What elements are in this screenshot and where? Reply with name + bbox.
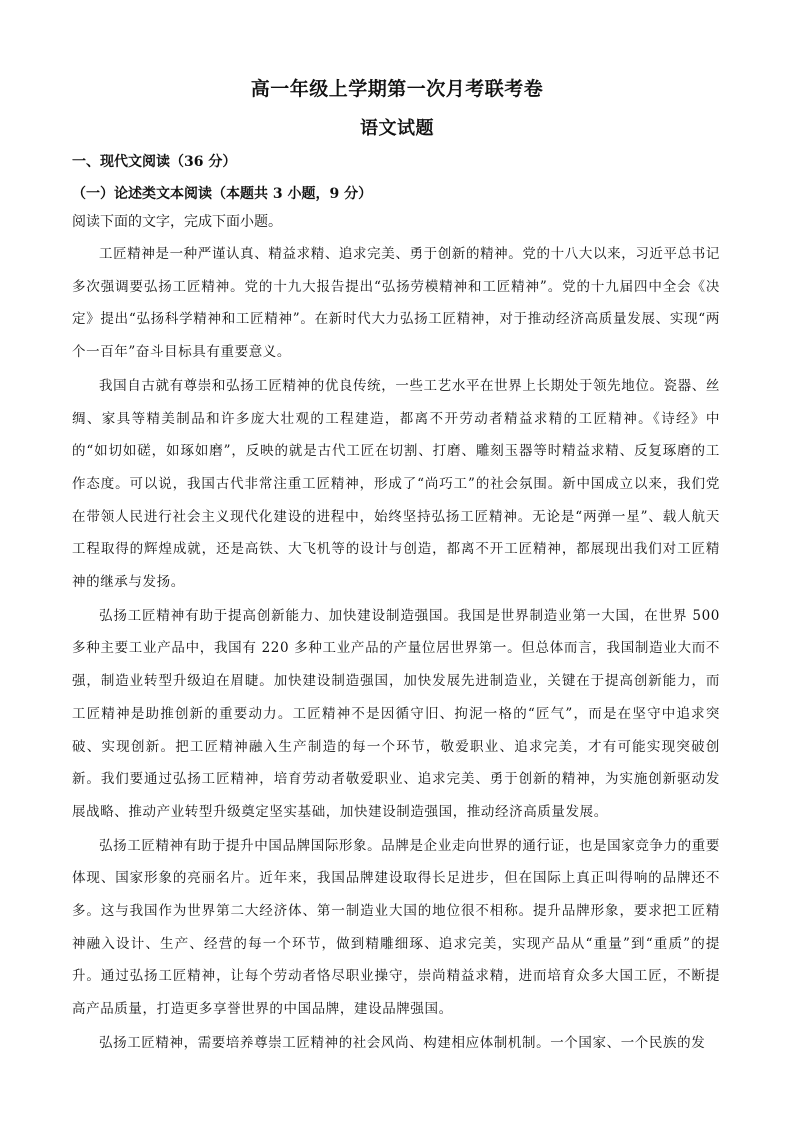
- reading-instruction: 阅读下面的文字，完成下面小题。: [72, 214, 282, 230]
- passage-body: [72, 238, 720, 1061]
- passage-paragraph-2: 我国自古就有尊崇和弘扬工匠精神的优良传统，一些工艺水平在世界上长期处于领先地位。瓷器、丝绸、家具等精美制品和许多庞大壮观的工程建造，都离不开劳动者精益求精的工匠精神。《诗经》中的“如切如磋，如琢如磨”，反映的就是古代工匠在切割、打磨、雕刻玉器等时精益求精、反复琢磨的工作态度。可以说，我国古代非常注重工匠精神，形成了“尚巧工”的社会氛围。新中国成立以来，我们党在带领人民进行社会主义现代化建设的进程中，始终坚持弘扬工匠精神。无论是“两弹一星”、载人航天工程取得的辉煌成就，还是高铁、大飞机等的设计与创造，都离不开工匠精神，都展现出我们对工匠精神的继承与发扬。: [72, 377, 720, 591]
- section-heading-2: （一）论述类文本阅读（本题共 3 小题，9 分）: [72, 186, 373, 202]
- passage-paragraph-1: 工匠精神是一种严谨认真、精益求精、追求完美、勇于创新的精神。党的十八大以来，习近平总书记多次强调要弘扬工匠精神。党的十九大报告提出“弘扬劳模精神和工匠精神”。党的十九届四中全会《决定》提出“弘扬科学精神和工匠精神”。在新时代大力弘扬工匠精神，对于推动经济高质量发展、实现“两个一百年”奋斗目标具有重要意义。: [72, 246, 720, 361]
- passage-paragraph-3: 弘扬工匠精神有助于提高创新能力、加快建设制造强国。我国是世界制造业第一大国，在世界 500 多种主要工业产品中，我国有 220 多种工业产品的产量位居世界第一。但总体而言，我国制造业大而不强，制造业转型升级迫在眉睫。加快建设制造强国，加快发展先进制造业，关键在于提高创新能力，而工匠精神是助推创新的重要动力。工匠精神不是因循守旧、拘泥一格的“匠气”，而是在坚守中追求突破、实现创新。把工匠精神融入生产制造的每一个环节，敬爱职业、追求完美，才有可能实现突破创新。我们要通过弘扬工匠精神，培育劳动者敬爱职业、追求完美、勇于创新的精神，为实施创新驱动发展战略、推动产业转型升级奠定坚实基础，加快建设制造强国，推动经济高质量发展。: [72, 607, 720, 820]
- passage-paragraph-5: 弘扬工匠精神，需要培养尊崇工匠精神的社会风尚、构建相应体制机制。一个国家、一个民族的发: [99, 1034, 706, 1051]
- exam-subtitle: 语文试题: [360, 118, 434, 139]
- section-heading-1: 一、现代文阅读（36 分）: [72, 154, 237, 170]
- passage-paragraph-4: 弘扬工匠精神有助于提升中国品牌国际形象。品牌是企业走向世界的通行证，也是国家竞争力的重要体现、国家形象的亮丽名片。近年来，我国品牌建设取得长足进步，但在国际上真正叫得响的品牌还不多。这与我国作为世界第二大经济体、第一制造业大国的地位很不相称。提升品牌形象，要求把工匠精神融入设计、生产、经营的每一个环节，做到精雕细琢、追求完美，实现产品从“重量”到“重质”的提升。通过弘扬工匠精神，让每个劳动者恪尽职业操守，崇尚精益求精，进而培育众多大国工匠，不断提高产品质量，打造更多享誉世界的中国品牌，建设品牌强国。: [72, 837, 720, 1018]
- exam-title: 高一年级上学期第一次月考联考卷: [250, 78, 544, 100]
